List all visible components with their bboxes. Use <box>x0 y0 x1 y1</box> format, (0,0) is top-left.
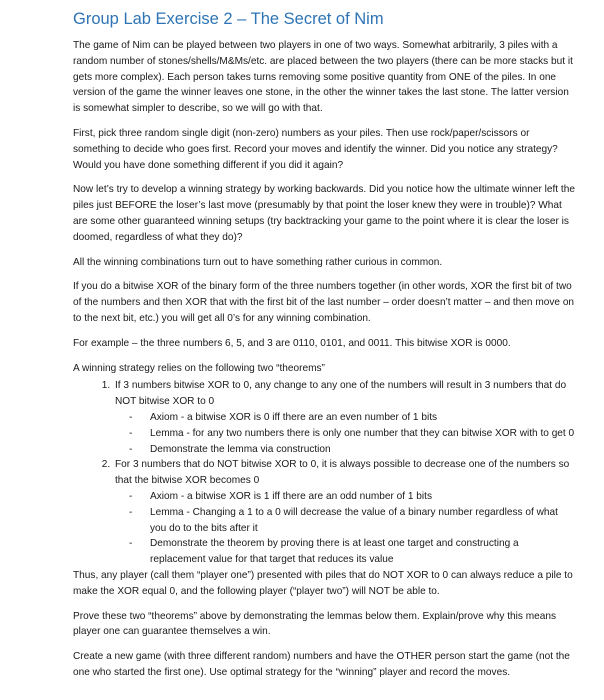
theorem-bullet: - Axiom - a bitwise XOR is 0 iff there are an even number of 1 bits <box>129 410 576 426</box>
bullet-dash: - <box>129 490 133 502</box>
theorem-item <box>113 378 576 457</box>
page-title: Group Lab Exercise 2 – The Secret of Nim <box>73 10 384 28</box>
paragraph-prove: Prove these two “theorems” above by demonstrating the lemmas below them. Explain/prove why this means player one can guarantee themselves a win. <box>73 610 557 638</box>
paragraph-intro: The game of Nim can be played between two players in one of two ways. Somewhat arbitrarily, 3 piles with a random number of stones/shells/M&Ms/etc. are placed between the two players (there can be more stacks but it gets more complex). Each person takes turns removing some positive quantity from ONE of the piles. In one version of the game the winner leaves one stone, in the other the winner takes the last stone. The latter version is somewhat simpler to describe, so we will go with that. <box>73 40 573 115</box>
theorem-bullets <box>115 489 576 568</box>
bullet-dash: - <box>129 427 133 439</box>
paragraph-new-game: Create a new game (with three different random) numbers and have the OTHER person start the game (not the one who started the first one). Use optimal strategy for the “winning” player and record the moves. <box>73 651 570 678</box>
theorem-bullet: - Lemma - Changing a 1 to a 0 will decrease the value of a binary number regardless of what you do to the bits after it <box>129 506 558 534</box>
paragraph-thus: Thus, any player (call them “player one”) presented with piles that do NOT XOR to 0 can always reduce a pile to make the XOR equal 0, and the following player (“player two”) will NOT be able to. <box>73 569 573 597</box>
theorem-list <box>73 378 576 568</box>
theorem-bullet: - Lemma - for any two numbers there is only one number that they can bitwise XOR with to get 0 <box>129 426 576 442</box>
bullet-dash: - <box>129 443 133 455</box>
paragraph-xor: If you do a bitwise XOR of the binary form of the three numbers together (in other words, XOR the first bit of two of the numbers and then XOR that with the first bit of the last number – order doesn’t matter – and then move on to the next bit, etc.) you will get all 0’s for any winning combination. <box>73 281 575 324</box>
paragraph-first-game: First, pick three random single digit (non-zero) numbers as your piles. Then use rock/paper/scissors or something to decide who goes first. Record your moves and identify the winner. Did you notice any strategy? Would you have done something different if you did it again? <box>73 127 558 171</box>
theorem-bullet: - Demonstrate the theorem by proving there is at least one target and constructing a replacement value for that target that reduces its value <box>129 538 519 566</box>
bullet-dash: - <box>129 411 133 423</box>
paragraph-theorems-intro: A winning strategy relies on the following two “theorems” <box>73 362 325 374</box>
paragraph-example: For example – the three numbers 6, 5, and 3 are 0110, 0101, and 0011. This bitwise XOR is 0000. <box>73 337 511 349</box>
theorem-bullet: - Axiom - a bitwise XOR is 1 iff there are an odd number of 1 bits <box>129 489 576 505</box>
paragraph-curious: All the winning combinations turn out to have something rather curious in common. <box>73 256 443 268</box>
theorem-text: If 3 numbers bitwise XOR to 0, any change to any one of the numbers will result in 3 numbers that do NOT bitwise XOR to 0 <box>115 380 567 408</box>
bullet-dash: - <box>129 506 133 518</box>
theorem-text: For 3 numbers that do NOT bitwise XOR to 0, it is always possible to decrease one of the numbers so that the bitwise XOR becomes 0 <box>115 459 570 487</box>
theorem-bullets <box>115 410 576 457</box>
bullet-dash: - <box>129 538 133 550</box>
theorem-item <box>113 457 576 568</box>
paragraph-backwards: Now let’s try to develop a winning strategy by working backwards. Did you notice how the ultimate winner left the piles just BEFORE the loser’s last move (presumably by that point the loser knew they were in trouble)? What are some other guaranteed winning setups (try backtracking your game to the point where it is clear the loser is doomed, regardless of what they do)? <box>73 184 575 243</box>
theorem-bullet: - Demonstrate the lemma via construction <box>129 442 576 458</box>
